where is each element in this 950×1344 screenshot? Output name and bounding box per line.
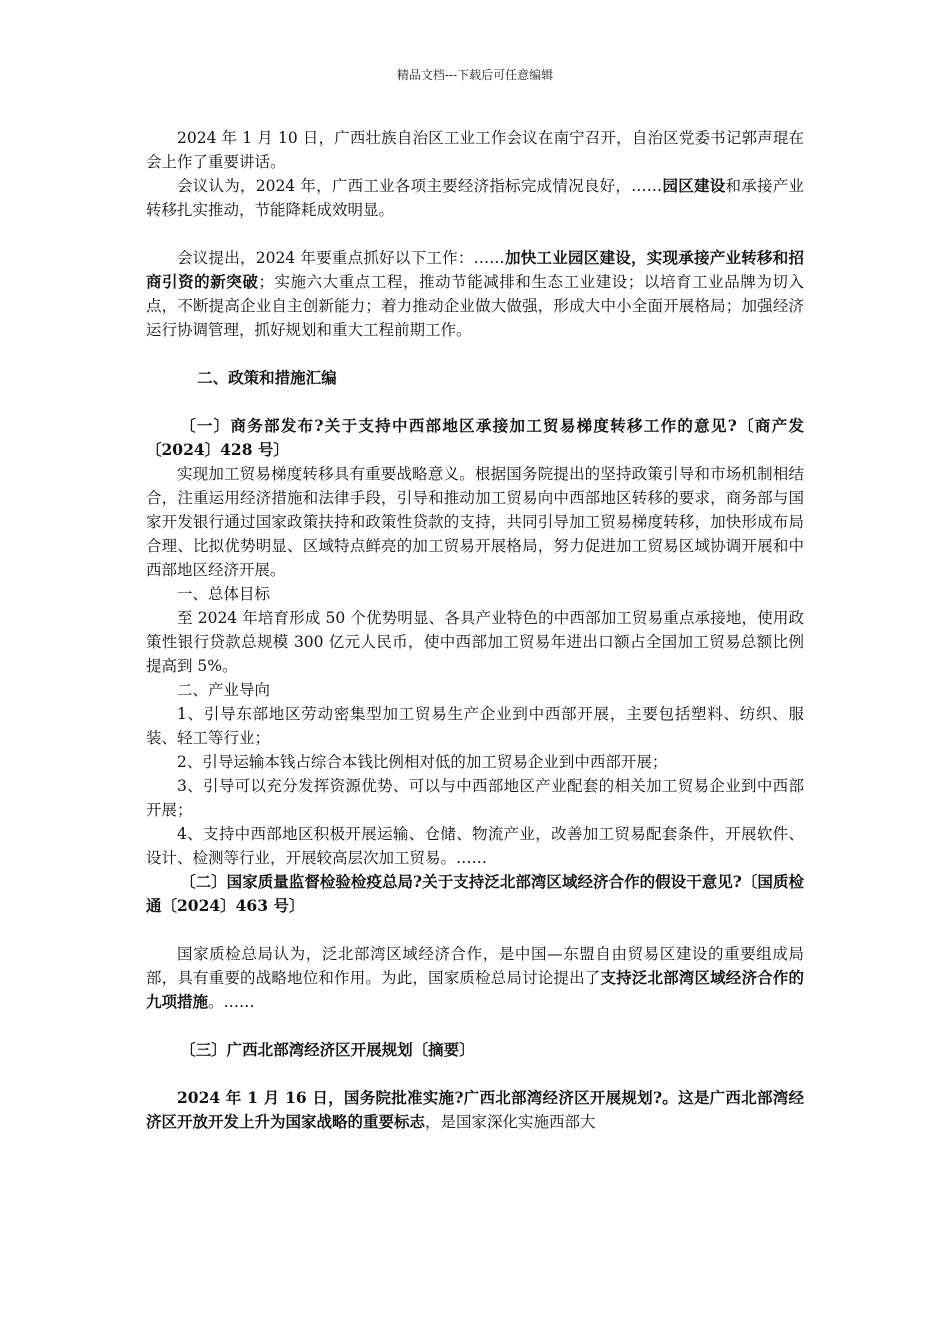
spacer [146, 1014, 804, 1038]
text-run: 会议提出，2024 年要重点抓好以下工作：…… [177, 249, 505, 267]
list-item: 1、引导东部地区劳动密集型加工贸易生产企业到中西部开展，主要包括塑料、纺织、服装、轻工等行业； [146, 705, 804, 747]
list-item: 4、支持中西部地区积极开展运输、仓储、物流产业，改善加工贸易配套条件，开展软件、设计、检测等行业，开展较高层次加工贸易。…… [146, 825, 804, 867]
paragraph-processing-trade: 实现加工贸易梯度转移具有重要战略意义。根据国务院提出的坚持政策引导和市场机制相结合，注重运用经济措施和法律手段，引导和推动加工贸易向中西部地区转移的要求，商务部与国家开发银行通过国家政策扶持和政策性贷款的支持，共同引导加工贸易梯度转移，加快形成布局合理、比拟优势明显、区域特点鲜亮的加工贸易开展格局，努力促进加工贸易区域协调开展和中西部地区经济开展。 [146, 465, 804, 579]
industry-heading: 二、产业导向 [177, 681, 271, 699]
spacer [146, 918, 804, 942]
list-item: 3、引导可以充分发挥资源优势、可以与中西部地区产业配套的相关加工贸易企业到中西部开展； [146, 777, 804, 819]
subsection-heading-1: 〔一〕商务部发布?关于支持中西部地区承接加工贸易梯度转移工作的意见?〔商产发〔2024〕428 号〕 [146, 416, 804, 459]
text-run: 。…… [208, 993, 255, 1011]
text-run: 国家质检总局认为，泛北部湾区域经济合作，是中国—东盟自由贸易区建设的重要组成局部，具有重要的战略地位和作用。为此，国家质检总局讨论提出了 [146, 945, 804, 987]
section-heading-policies: 二、政策和措施汇编 [197, 368, 337, 387]
bold-text: 园区建设 [662, 176, 726, 195]
goal-heading: 一、总体目标 [177, 585, 271, 603]
spacer [146, 1062, 804, 1086]
paragraph-beibu-gulf-plan [146, 1086, 804, 1134]
document-body [146, 126, 804, 1134]
bold-text: 支持泛北部湾区域经济合作的九项措施 [146, 968, 804, 1011]
text-run: ；实施六大重点工程，推动节能减排和生态工业建设；以培育工业品牌为切入点，不断提高企业自主创新能力；着力推动企业做大做强，形成大中小全面开展格局；加强经济运行协调管理，抓好规划和重大工程前期工作。 [146, 273, 804, 339]
subsection-heading-2: 〔二〕国家质量监督检验检疫总局?关于支持泛北部湾区域经济合作的假设干意见?〔国质检通〔2024〕463 号〕 [146, 872, 804, 915]
paragraph-meeting-assessment [146, 174, 804, 222]
spacer [146, 342, 804, 366]
paragraph-meeting-intro: 2024 年 1 月 10 日，广西壮族自治区工业工作会议在南宁召开，自治区党委书记郭声琨在会上作了重要讲话。 [146, 129, 804, 171]
subsection-heading-3: 〔三〕广西北部湾经济区开展规划〔摘要〕 [180, 1040, 475, 1059]
spacer [146, 222, 804, 246]
text-run: ，是国家深化实施西部大 [425, 1113, 596, 1131]
list-item: 2、引导运输本钱占综合本钱比例相对低的加工贸易企业到中西部开展； [177, 753, 668, 771]
paragraph-quality-inspection [146, 942, 804, 1014]
page-header: 精品文档---下载后可任意编辑 [396, 68, 554, 82]
spacer [146, 390, 804, 414]
bold-text: 加快工业园区建设，实现承接产业转移和招商引资的新突破 [146, 248, 804, 291]
paragraph-goal: 至 2024 年培育形成 50 个优势明显、各具产业特色的中西部加工贸易重点承接地，使用政策性银行贷款总规模 300 亿元人民币，使中西部加工贸易年进出口额占全国加工贸易总额比例提高到 5%。 [146, 609, 804, 675]
text-run: 会议认为，2024 年，广西工业各项主要经济指标完成情况良好，…… [177, 177, 663, 195]
bold-text: 2024 年 1 月 16 日，国务院批准实施?广西北部湾经济区开展规划?。这是广西北部湾经济区开放开发上升为国家战略的重要标志 [146, 1088, 804, 1131]
text-run: 和承接产业转移扎实推动，节能降耗成效明显。 [146, 177, 804, 219]
paragraph-meeting-tasks [146, 246, 804, 342]
